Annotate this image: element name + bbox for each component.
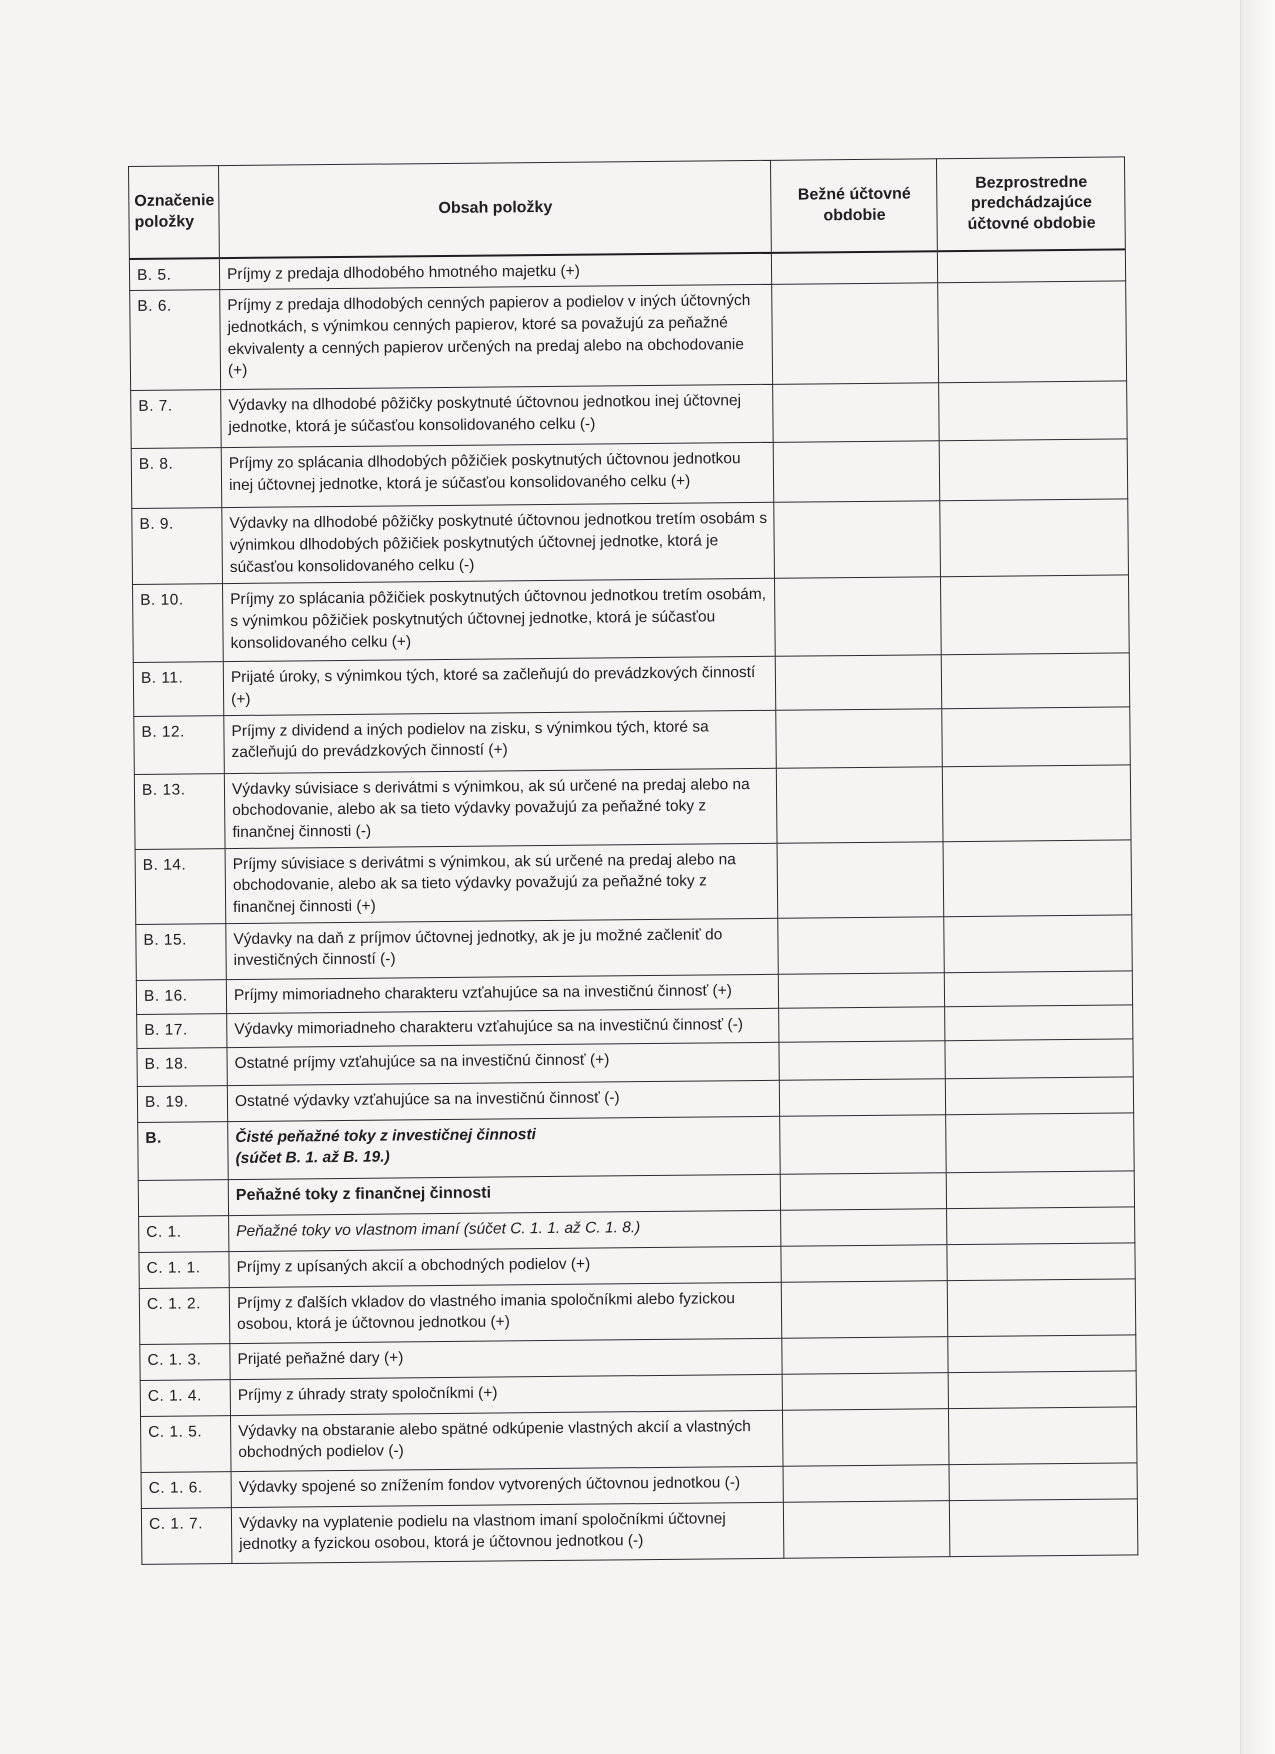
row-code: C. 1. 5. <box>141 1415 232 1472</box>
row-text: Príjmy z predaja dlhodobého hmotného majetku (+) <box>219 252 771 289</box>
value-current <box>779 1006 945 1042</box>
row-code: B. 10. <box>133 584 224 663</box>
row-text: Prijaté peňažné dary (+) <box>230 1338 782 1379</box>
cash-flow-table <box>128 156 1138 1564</box>
row-code: B. 14. <box>135 848 226 924</box>
row-code: B. 6. <box>130 290 221 391</box>
value-previous <box>945 1077 1133 1115</box>
value-current <box>780 1114 947 1174</box>
value-previous <box>949 1463 1137 1501</box>
value-current <box>780 1172 946 1210</box>
row-text: Výdavky súvisiace s derivátmi s výnimkou, ak sú určené na predaj alebo na obchodovanie, alebo ak sa tieto výdavky považujú za peňažné toky z finančnej činnosti (-) <box>224 768 777 848</box>
table-row <box>133 653 1129 716</box>
row-text <box>228 1116 781 1179</box>
row-code: C. 1. 2. <box>139 1287 230 1344</box>
value-current <box>773 441 940 503</box>
row-code: B. 13. <box>134 773 225 849</box>
value-current <box>782 1372 948 1410</box>
value-current <box>778 916 945 974</box>
table-row <box>139 1279 1135 1345</box>
header-current-period: Bežné účtovné obdobie <box>770 159 937 253</box>
row-text: Príjmy mimoriadneho charakteru vzťahujúce sa na investičnú činnosť (+) <box>226 974 778 1013</box>
row-code: B. 16. <box>136 979 226 1014</box>
table-row <box>132 499 1129 585</box>
row-text: Výdavky na obstaranie alebo spätné odkúpenie vlastných akcií a vlastných obchodných podielov (-) <box>230 1410 783 1471</box>
value-previous <box>940 499 1129 577</box>
row-text: Príjmy zo splácania pôžičiek poskytnutých účtovnou jednotkou tretím osobám, s výnimkou pôžičiek poskytnutých účtovnej jednotke, ktorá je súčasťou konsolidovaného celku (+) <box>223 579 776 662</box>
value-previous <box>949 1499 1138 1557</box>
table-row-total <box>138 1113 1135 1181</box>
row-code: B. 9. <box>132 508 223 585</box>
table-row <box>133 575 1130 663</box>
value-previous <box>942 706 1131 766</box>
value-current <box>774 501 941 579</box>
table-row <box>130 281 1127 391</box>
row-code: C. 1. 6. <box>141 1471 231 1508</box>
value-previous <box>937 249 1125 283</box>
value-previous <box>941 653 1130 708</box>
value-previous <box>948 1407 1137 1465</box>
value-previous <box>948 1335 1136 1373</box>
page-edge-shadow <box>1240 0 1275 1754</box>
document-sheet <box>128 156 1137 1564</box>
row-text: Výdavky na dlhodobé pôžičky poskytnuté účtovnou jednotkou tretím osobám s výnimkou dlhodobých pôžičiek poskytnutých účtovnej jednotke, ktorá je súčasťou konsolidovaného celku (-) <box>222 503 775 584</box>
header-code: Označenie položky <box>129 166 220 259</box>
row-code: C. 1. <box>139 1215 229 1252</box>
value-previous <box>943 840 1132 917</box>
row-text: Výdavky na dlhodobé pôžičky poskytnuté účtovnou jednotkou inej účtovnej jednotke, ktorá je súčasťou konsolidovaného celku (-) <box>221 385 774 448</box>
table-row <box>134 764 1131 849</box>
table-row <box>131 381 1128 449</box>
row-text: Výdavky na daň z príjmov účtovnej jednotky, ak je ju možné začleniť do investičných činností (-) <box>226 918 779 979</box>
table-header-row <box>129 157 1126 259</box>
row-text: Ostatné výdavky vzťahujúce sa na investičnú činnosť (-) <box>227 1080 779 1121</box>
table-row <box>141 1499 1137 1565</box>
value-current <box>773 383 940 443</box>
value-current <box>782 1408 949 1466</box>
row-code: C. 1. 1. <box>139 1251 229 1288</box>
table-row <box>134 706 1131 774</box>
row-text: Príjmy z predaja dlhodobých cenných papierov a podielov v iných účtovných jednotkách, s výnimkou cenných papierov, ktoré sa považujú za peňažné ekvivalenty a cenných papierov určených na predaj alebo na obchodovanie (+) <box>220 285 773 390</box>
value-current <box>781 1208 947 1246</box>
table-row <box>135 840 1132 925</box>
header-content: Obsah položky <box>219 160 772 257</box>
value-current <box>781 1280 948 1338</box>
row-text: Výdavky spojené so znížením fondov vytvorených účtovnou jednotkou (-) <box>231 1466 783 1507</box>
value-previous <box>947 1279 1136 1337</box>
row-code: B. 11. <box>133 662 224 716</box>
value-current <box>774 577 941 657</box>
value-previous <box>946 1171 1134 1209</box>
value-current <box>771 251 937 285</box>
value-previous <box>939 439 1128 501</box>
value-current <box>783 1500 950 1558</box>
row-text: Príjmy súvisiace s derivátmi s výnimkou, ak sú určené na predaj alebo na obchodovanie, alebo ak sa tieto výdavky považujú za peňažné toky z finančnej činnosti (+) <box>225 843 778 923</box>
row-text: Príjmy z úhrady straty spoločníkmi (+) <box>230 1374 782 1415</box>
value-previous <box>945 1005 1133 1041</box>
row-text: Peňažné toky vo vlastnom imaní (súčet C. 1. 1. až C. 1. 8.) <box>229 1210 781 1251</box>
row-text: Výdavky mimoriadneho charakteru vzťahujúce sa na investičnú činnosť (-) <box>227 1008 779 1047</box>
row-code: B. 18. <box>137 1047 227 1086</box>
value-current <box>779 1040 945 1080</box>
value-previous <box>947 1243 1135 1281</box>
row-code <box>138 1179 228 1216</box>
table-row <box>131 439 1128 509</box>
value-previous <box>945 1039 1133 1079</box>
row-text: Prijaté úroky, s výnimkou tých, ktoré sa začleňujú do prevádzkových činností (+) <box>223 656 775 715</box>
row-text: Ostatné príjmy vzťahujúce sa na investičnú činnosť (+) <box>227 1042 779 1085</box>
value-current <box>776 708 943 768</box>
row-text: Výdavky na vyplatenie podielu na vlastnom imaní spoločníkmi účtovnej jednotky a fyzickou osobou, ktorá je účtovnou jednotkou (-) <box>231 1502 784 1563</box>
value-current <box>777 841 944 918</box>
row-text: Príjmy z ďalších vkladov do vlastného imania spoločníkmi alebo fyzickou osobou, ktorá je účtovnou jednotkou (+) <box>229 1282 782 1343</box>
value-previous <box>944 971 1132 1007</box>
value-current <box>779 1078 945 1116</box>
row-code: C. 1. 7. <box>141 1507 232 1564</box>
table-row <box>136 915 1132 981</box>
value-current <box>781 1244 947 1282</box>
row-code: B. 19. <box>137 1085 227 1122</box>
table-row <box>141 1407 1137 1473</box>
value-current <box>775 655 942 710</box>
row-code: C. 1. 3. <box>140 1343 230 1380</box>
total-label: Čisté peňažné toky z investičnej činnosti <box>235 1125 537 1146</box>
row-code: B. 7. <box>131 390 222 449</box>
total-formula: (súčet B. 1. až B. 19.) <box>235 1148 390 1168</box>
row-code: B. 5. <box>129 258 219 291</box>
row-code: B. 15. <box>136 923 227 980</box>
value-current <box>782 1336 948 1374</box>
value-previous <box>939 381 1128 441</box>
value-previous <box>940 575 1129 655</box>
value-previous <box>938 281 1127 383</box>
value-current <box>778 972 944 1008</box>
row-code: B. 17. <box>137 1013 227 1048</box>
row-code: B. <box>138 1121 229 1180</box>
header-previous-period: Bezprostredne predchádzajúce účtovné obdobie <box>936 157 1125 251</box>
row-text: Príjmy z dividend a iných podielov na zisku, s výnimkou tých, ktoré sa začleňujú do prevádzkových činností (+) <box>224 710 777 773</box>
value-previous <box>948 1371 1136 1409</box>
row-code: C. 1. 4. <box>140 1379 230 1416</box>
value-previous <box>942 764 1131 841</box>
value-current <box>783 1464 949 1502</box>
value-current <box>772 283 939 385</box>
value-previous <box>946 1113 1135 1173</box>
value-previous <box>944 915 1133 973</box>
value-current <box>776 766 943 843</box>
row-text: Príjmy zo splácania dlhodobých pôžičiek poskytnutých účtovnou jednotkou inej účtovnej jednotke, ktorá je súčasťou konsolidovaného celku (+) <box>221 443 774 508</box>
section-heading: Peňažné toky z finančnej činnosti <box>228 1174 780 1215</box>
row-code: B. 12. <box>134 715 225 774</box>
value-previous <box>947 1207 1135 1245</box>
row-text: Príjmy z upísaných akcií a obchodných podielov (+) <box>229 1246 781 1287</box>
row-code: B. 8. <box>131 448 222 509</box>
